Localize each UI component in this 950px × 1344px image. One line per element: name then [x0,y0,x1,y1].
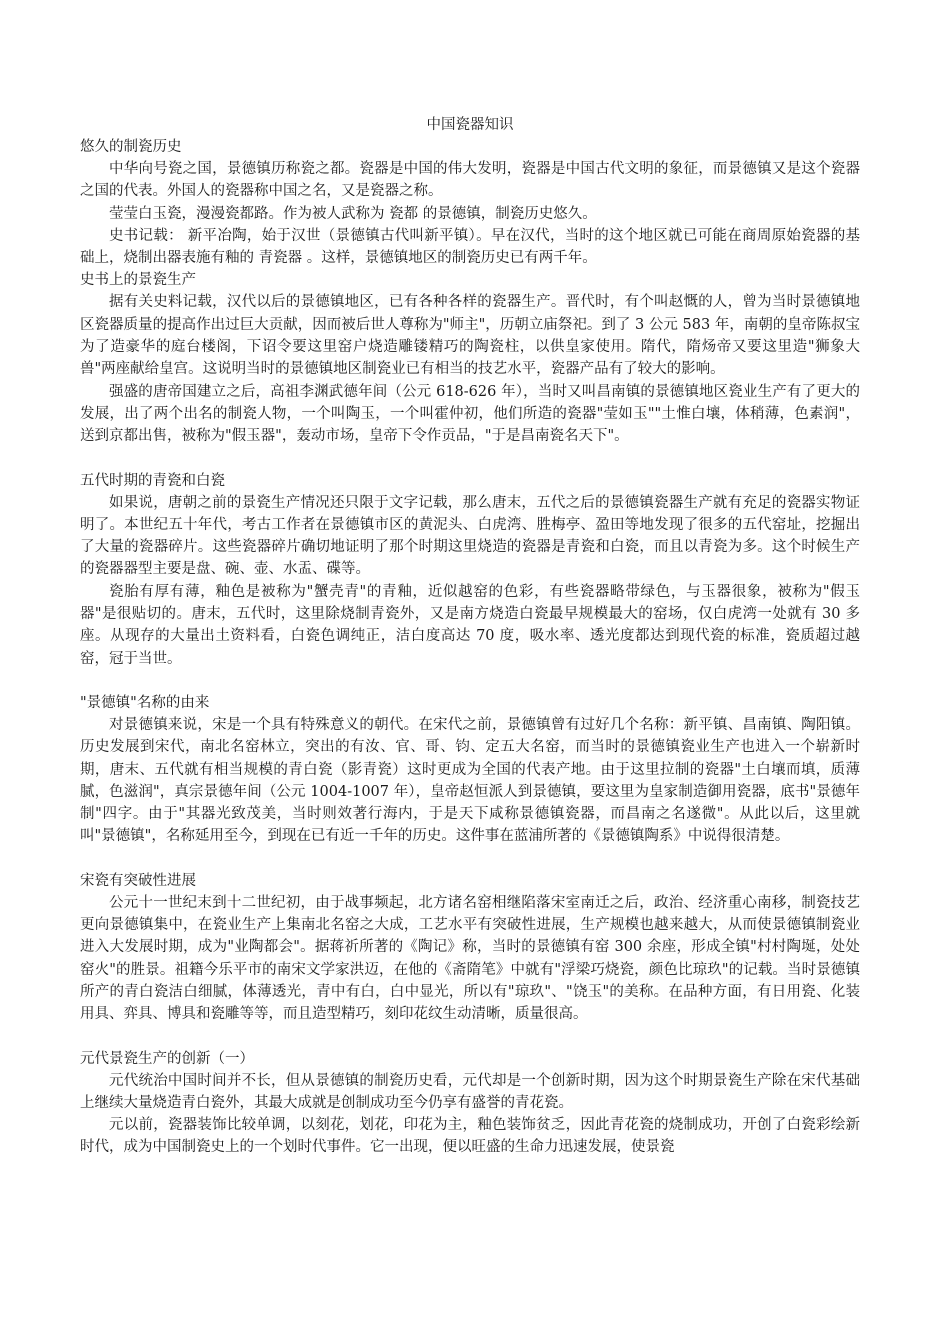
paragraph: 强盛的唐帝国建立之后，高祖李渊武德年间（公元 618-626 年），当时又叫昌南镇的景德镇地区瓷业生产有了更大的发展，出了两个出名的制瓷人物，一个叫陶玉，一个叫霍仲初，他们所造的瓷器"莹如玉""土惟白壤，体稍薄，色素润"，送到京都出售，被称为"假玉器"，轰动市场，皇帝下令作贡品，"于是昌南瓷名天下"。 [80,383,860,445]
section-heading: 元代景瓷生产的创新（一） [80,1050,254,1067]
paragraph: 元以前，瓷器装饰比较单调，以刻花，划花，印花为主，釉色装饰贫乏，因此青花瓷的烧制成功，开创了白瓷彩绘新时代，成为中国制瓷史上的一个划时代事件。它一出现，便以旺盛的生命力迅速发展，使景瓷 [80,1117,860,1156]
spacer [80,848,860,870]
paragraph: 史书记载： 新平冶陶，始于汉世（景德镇古代叫新平镇）。早在汉代，当时的这个地区就已可能在商周原始瓷器的基础上，烧制出器表施有釉的 青瓷器 。这样，景德镇地区的制瓷历史已有两千年。 [80,227,860,267]
section-yuan-dynasty [80,1048,860,1159]
document-page [80,114,860,1159]
spacer [80,670,860,692]
paragraph: 公元十一世纪末到十二世纪初，由于战事频起，北方诸名窑相继陷落宋室南迁之后，政治、经济重心南移，制瓷技艺更向景德镇集中，在瓷业生产上集南北名窑之大成，工艺水平有突破性进展，生产规模也越来越大，从而使景德镇制瓷业进入大发展时期，成为"业陶都会"。据蒋祈所著的《陶记》称，当时的景德镇有窑 300 余座，形成全镇"村村陶埏，处处窑火"的胜景。祖籍今乐平市的南宋文学家洪迈，在他的《斋隋笔》中就有"浮梁巧烧瓷，颜色比琼玖"的记载。当时景德镇所产的青白瓷洁白细腻，体薄透光，青中有白，白中显光，所以有"琼玖"、"饶玉"的美称。在品种方面，有日用瓷、化装用具、弈具、博具和瓷雕等等，而且造型精巧，刻印花纹生动清晰，质量很高。 [80,894,860,1023]
section-five-dynasties [80,470,860,670]
section-name-origin [80,692,860,848]
paragraph: 中华向号瓷之国，景德镇历称瓷之都。瓷器是中国的伟大发明，瓷器是中国古代文明的象征，而景德镇又是这个瓷器之国的代表。外国人的瓷器称中国之名，又是瓷器之称。 [80,161,860,200]
paragraph: 据有关史料记载，汉代以后的景德镇地区，已有各种各样的瓷器生产。晋代时，有个叫赵慨的人，曾为当时景德镇地区瓷器质量的提高作出过巨大贡献，因而被后世人尊称为"师主"，历朝立庙祭祀。到了 3 公元 583 年，南朝的皇帝陈叔宝为了造豪华的庭台楼阁，下诏令要这里窑户烧造雕镂精巧的陶瓷柱，以供皇家使用。隋代，隋炀帝又要这里造"狮象大兽"两座献给皇宫。这说明当时的景德镇地区制瓷业已有相当的技艺水平，瓷器产品有了较大的影响。 [80,294,860,378]
section-song-dynasty [80,870,860,1026]
section-heading: 悠久的制瓷历史 [80,139,182,155]
paragraph: 对景德镇来说，宋是一个具有特殊意义的朝代。在宋代之前，景德镇曾有过好几个名称：新平镇、昌南镇、陶阳镇。历史发展到宋代，南北名窑林立，突出的有汝、官、哥、钧、定五大名窑，而当时的景德镇瓷业生产也进入一个崭新时期，唐末、五代就有相当规模的青白瓷（影青瓷）这时更成为全国的代表产地。由于这里拉制的瓷器"土白壤而填，质薄腻，色滋润"，真宗景德年间（公元 1004-1007 年），皇帝赵恒派人到景德镇，要这里为皇家制造御用瓷器，底书"景德年制"四字。由于"其器光致茂美，当时则效著行海内，于是天下咸称景德镇瓷器，而昌南之名遂微"。从此以后，这里就叫"景德镇"，名称延用至今，到现在已有近一千年的历史。这件事在蓝浦所著的《景德镇陶系》中说得很清楚。 [80,716,860,845]
section-historical-records [80,269,860,447]
paragraph: 瓷胎有厚有薄，釉色是被称为"蟹壳青"的青釉，近似越窑的色彩，有些瓷器略带绿色，与玉器很象，被称为"假玉器"是很贴切的。唐末，五代时，这里除烧制青瓷外，又是南方烧造白瓷最早规模最大的窑场，仅白虎湾一处就有 30 多座。从现存的大量出土资料看，白瓷色调纯正，洁白度高达 70 度，吸水率、透光度都达到现代瓷的标准，瓷质超过越窑，冠于当世。 [80,583,860,667]
section-heading: 五代时期的青瓷和白瓷 [80,472,225,489]
spacer [80,1026,860,1048]
section-heading: 宋瓷有突破性进展 [80,872,196,889]
spacer [80,448,860,470]
section-heading: "景德镇"名称的由来 [80,694,210,711]
section-history [80,136,860,269]
section-heading: 史书上的景瓷生产 [80,272,196,289]
paragraph: 如果说，唐朝之前的景瓷生产情况还只限于文字记载，那么唐末，五代之后的景德镇瓷器生产就有充足的瓷器实物证明了。本世纪五十年代，考古工作者在景德镇市区的黄泥头、白虎湾、胜梅亭、盈田等地发现了很多的五代窑址，挖掘出了大量的瓷器碎片。这些瓷器碎片确切地证明了那个时期这里烧造的瓷器是青瓷和白瓷，而且以青瓷为多。这个时候生产的瓷器器型主要是盘、碗、壶、水盂、碟等。 [80,494,860,578]
paragraph: 莹莹白玉瓷，漫漫瓷都路。作为被人武称为 瓷都 的景德镇，制瓷历史悠久。 [109,205,597,222]
document-title: 中国瓷器知识 [426,117,514,133]
paragraph: 元代统治中国时间并不长，但从景德镇的制瓷历史看，元代却是一个创新时期，因为这个时期景瓷生产除在宋代基础上继续大量烧造青白瓷外，其最大成就是创制成功至今仍享有盛誉的青花瓷。 [80,1072,860,1111]
